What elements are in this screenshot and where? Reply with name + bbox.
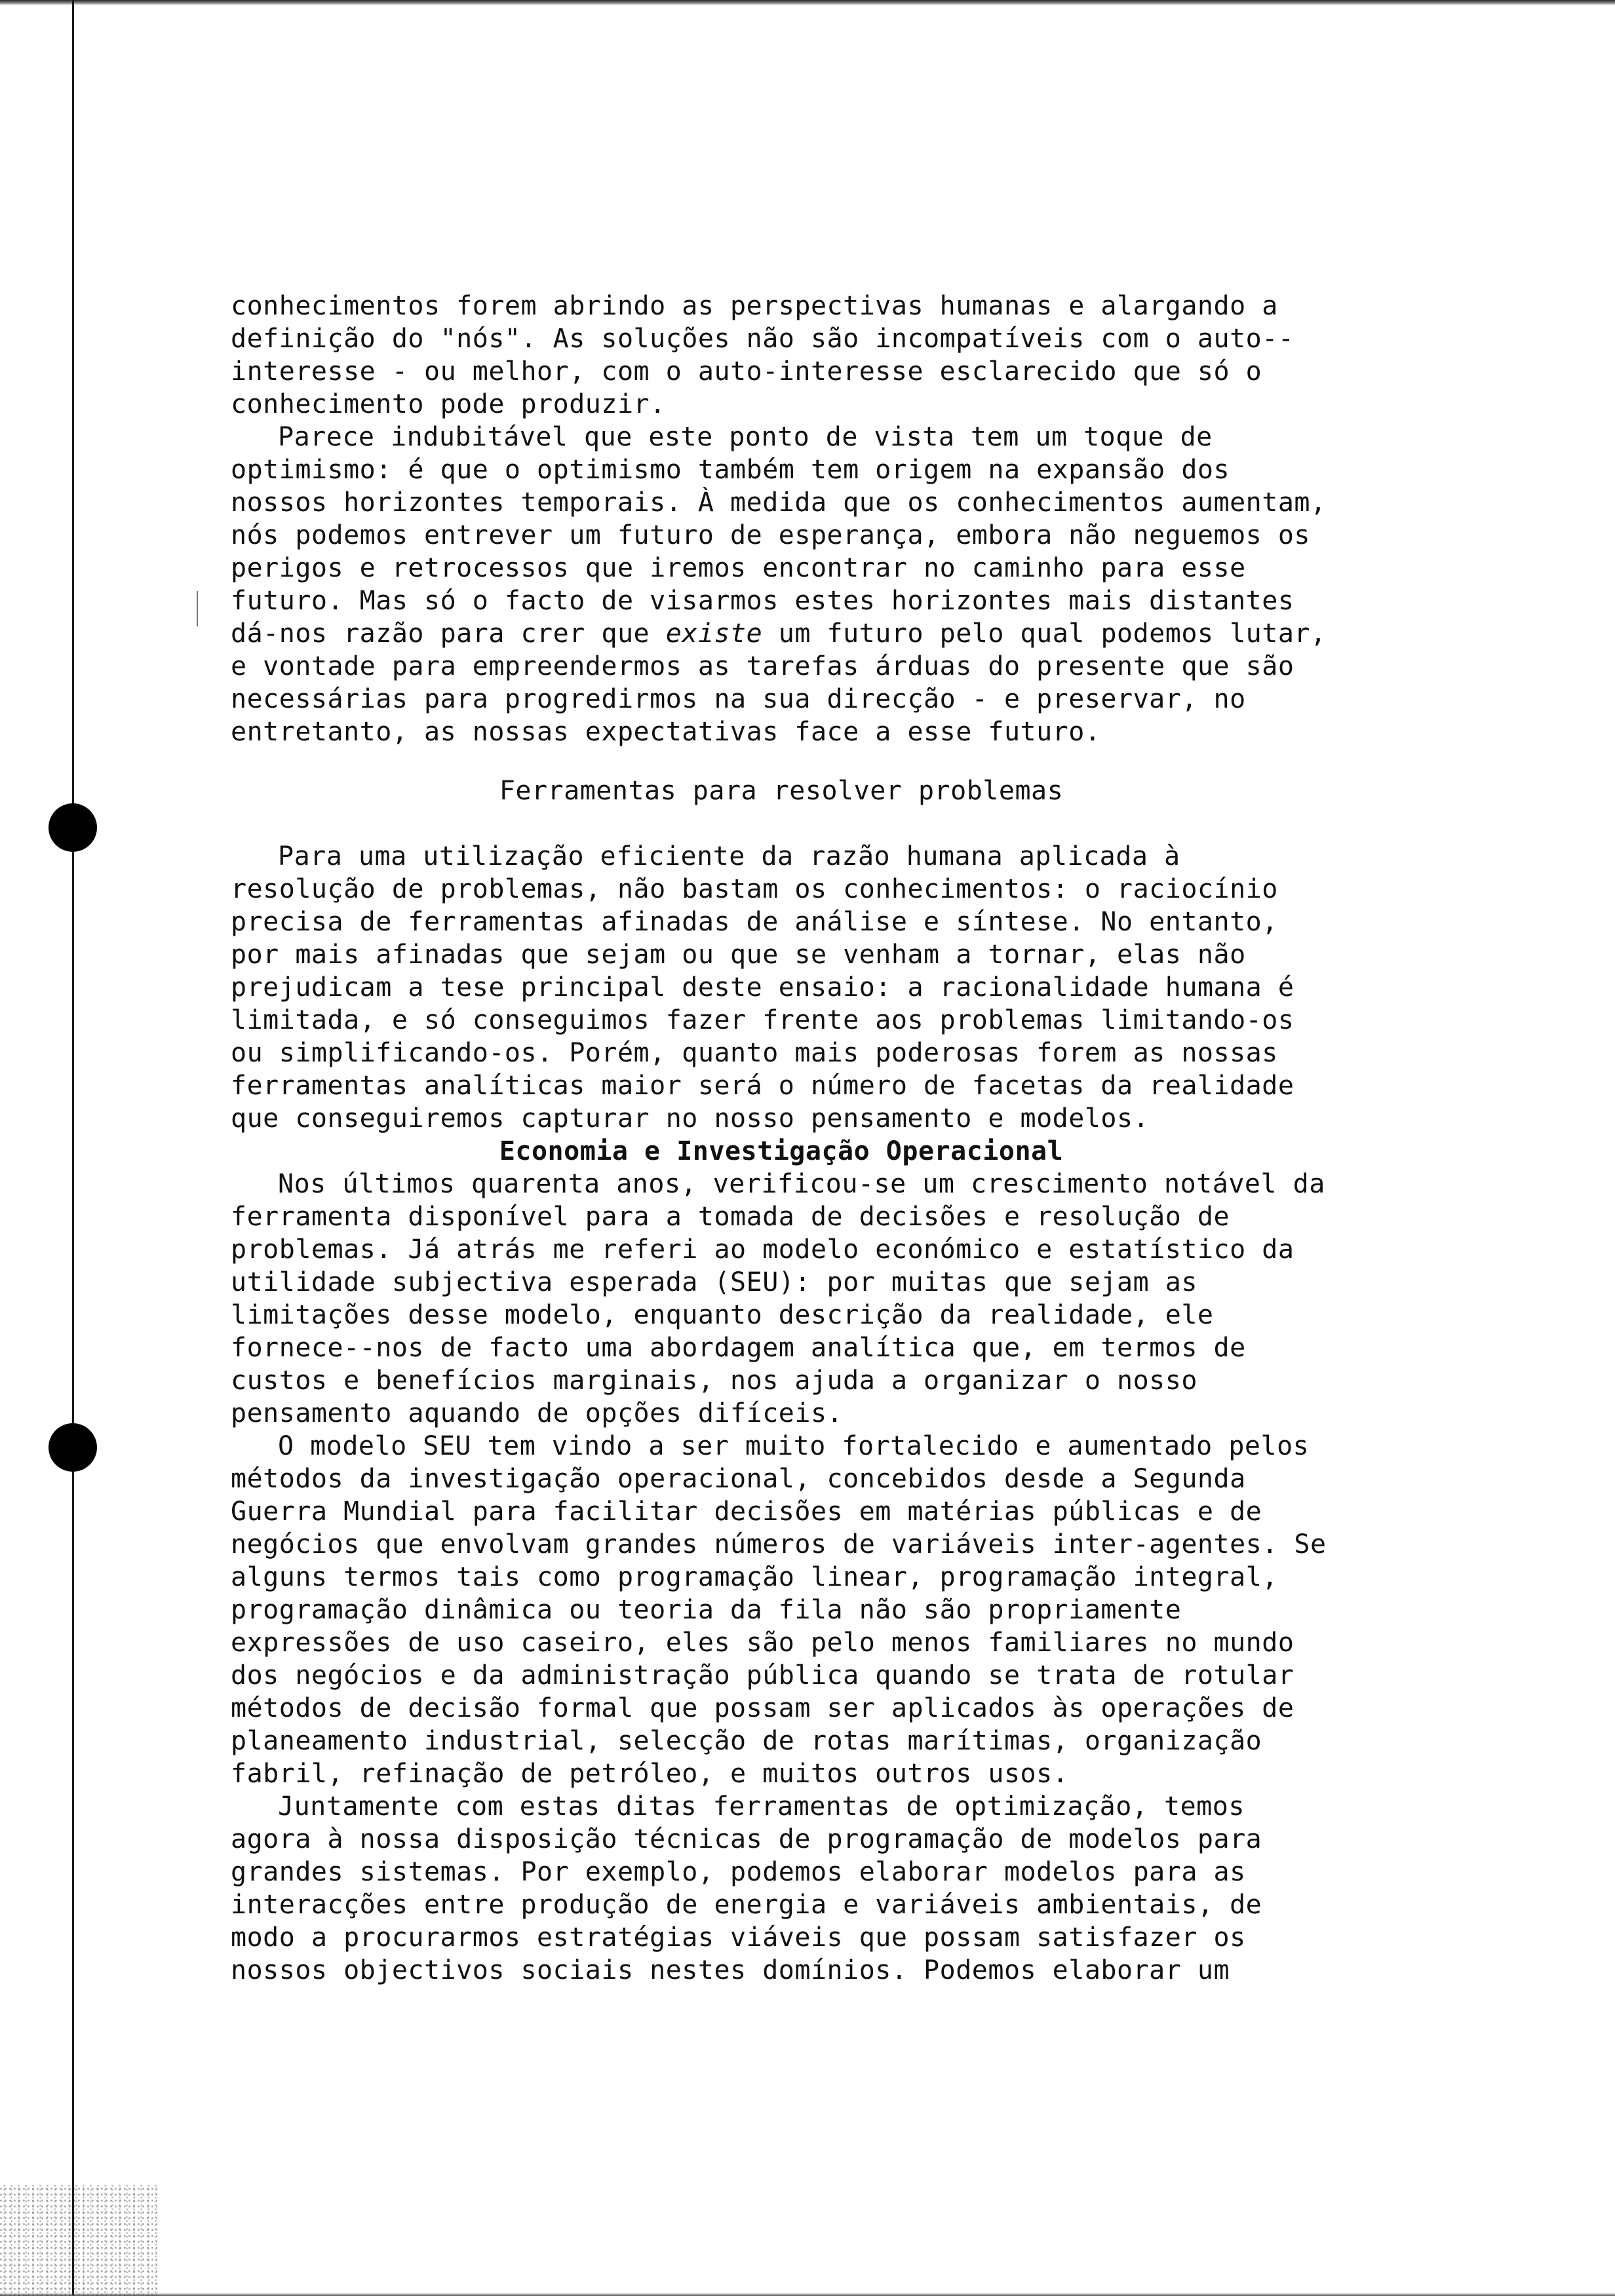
punch-hole (49, 803, 97, 852)
scan-bottom-edge (0, 2293, 1615, 2296)
paragraph-optimism (231, 421, 1332, 748)
paragraph-continued: conhecimentos forem abrindo as perspectivas humanas e alargando a definição do "nós". As soluções não são incompatíveis com o auto--interesse - ou melhor, com o auto-interesse esclarecido que só o conhecimento pode produzir. (231, 291, 1294, 419)
paragraph-economics-2: O modelo SEU tem vindo a ser muito fortalecido e aumentado pelos métodos da investigação operacional, concebidos desde a Segunda Guerra Mundial para facilitar decisões em matérias públicas e de negócios que envolvam grandes números de variáveis inter-agentes. Se alguns termos tais como programação linear, programação integral, programação dinâmica ou teoria da fila não são propriamente expressões de uso caseiro, eles são pelo menos familiares no mundo dos negócios e da administração pública quando se trata de rotular métodos de decisão formal que possam ser aplicados às operações de planeamento industrial, selecção de rotas marítimas, organização fabril, refinação de petróleo, e muitos outros usos. (231, 1431, 1327, 1789)
scan-top-edge (0, 0, 1615, 5)
document-body (231, 290, 1332, 1987)
section-heading-economics: Economia e Investigação Operacional (499, 1136, 1064, 1166)
scan-noise (0, 2185, 157, 2296)
paragraph-tools: Para uma utilização eficiente da razão humana aplicada à resolução de problemas, não bastam os conhecimentos: o raciocínio precisa de ferramentas afinadas de análise e síntese. No entanto, por mais afinadas que sejam ou que se venham a tornar, elas não prejudicam a tese principal deste ensaio: a racionalidade humana é limitada, e só conseguimos fazer frente aos problemas limitando-os ou simplificando-os. Porém, quanto mais poderosas forem as nossas ferramentas analíticas maior será o número de facetas da realidade que conseguiremos capturar no nosso pensamento e modelos. (231, 841, 1294, 1134)
paragraph-economics-3: Juntamente com estas ditas ferramentas de optimização, temos agora à nossa disposição técnicas de programação de modelos para grandes sistemas. Por exemplo, podemos elaborar modelos para as interacções entre produção de energia e variáveis ambientais, de modo a procurarmos estratégias viáveis que possam satisfazer os nossos objectivos sociais nestes domínios. Podemos elaborar um (231, 1791, 1262, 1985)
paragraph-text: um futuro pelo qual podemos lutar, e vontade para empreendermos as tarefas árduas do presente que são necessárias para progredirmos na sua direcção - e preservar, no entretanto, as nossas expectativas face a esse futuro. (231, 619, 1327, 747)
punch-hole (49, 1423, 97, 1472)
paragraph-text: Parece indubitável que este ponto de vista tem um toque de optimismo: é que o optimismo também tem origem na expansão dos nossos horizontes temporais. À medida que os conhecimentos aumentam, nós podemos entrever um futuro de esperança, embora não neguemos os perigos e retrocessos que iremos encontrar no caminho para esse futuro. Mas só o facto de visarmos estes horizontes mais distantes dá-nos razão para crer que (231, 422, 1327, 649)
paragraph-economics-1: Nos últimos quarenta anos, verificou-se um crescimento notável da ferramenta disponível para a tomada de decisões e resolução de problemas. Já atrás me referi ao modelo económico e estatístico da utilidade subjectiva esperada (SEU): por muitas que sejam as limitações desse modelo, enquanto descrição da realidade, ele fornece--nos de facto uma abordagem analítica que, em termos de custos e benefícios marginais, nos ajuda a organizar o nosso pensamento aquando de opções difíceis. (231, 1169, 1325, 1428)
margin-mark (197, 591, 198, 626)
emphasis-existe: existe (665, 619, 763, 649)
page-margin-line (72, 0, 74, 2296)
section-heading-tools: Ferramentas para resolver problemas (499, 776, 1064, 806)
